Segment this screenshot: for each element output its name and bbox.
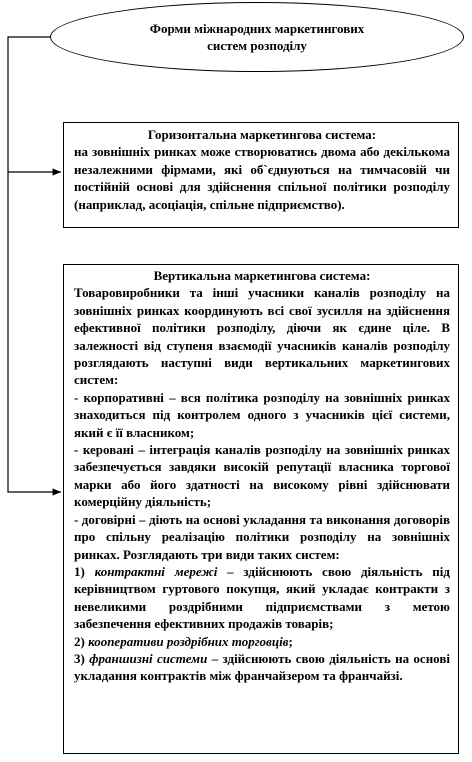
vertical-system-box (63, 264, 459, 754)
subitem-2-term: кооперативи роздрібних торговців (88, 633, 289, 649)
vertical-item-contractual: - договірні – діють на основі укладання та виконання договорів про спільну реалізацію політики розподілу на зовнішніх ринках. Розглядають три види таких систем: (74, 511, 450, 562)
connector-trunk (8, 37, 61, 492)
vertical-intro: Товаровиробники та інші учасники каналів розподілу на зовнішніх ринках координують всі свої зусилля на здійснення ефективної політики розподілу, діючи як єдине ціле. В залежності від ступеня взаємодії учасників каналів розподілу розглядають наступні види вертикальних маркетингових систем: (74, 285, 450, 388)
vertical-heading: Вертикальна маркетингова система: (153, 268, 371, 283)
vertical-subitem-2: 2) кооперативи роздрібних торговців; (74, 633, 293, 649)
title-line2: систем розподілу (207, 38, 307, 53)
vertical-subitem-1: 1) контрактні мережі – здійснюють свою діяльність під керівництвом гуртового покупця, який укладає контракти з невеликими роздрібними підприємствами з метою забезпечення ефективних продажів товарів; (74, 563, 450, 632)
title-line1: Форми міжнародних маркетингових (149, 21, 365, 36)
subitem-3-term: франшизні системи (89, 650, 208, 666)
vertical-item-managed: - керовані – інтеграція каналів розподілу на зовнішніх ринках забезпечується завдяки високій репутації власника торгової марки або його здатності на високому рівні здійснювати комерційну діяльність; (74, 442, 450, 510)
subitem-1-term: контрактні мережі (94, 563, 218, 579)
horizontal-text: на зовнішніх ринках може створюватись двома або декількома незалежними фірмами, які об`єднуються на тимчасовій чи постійній основі для здійснення спільної політики розподілу (наприклад, асоціація, спільне підприємство). (74, 144, 450, 212)
vertical-item-corporate: - корпоративні – вся політика розподілу на зовнішніх ринках знаходиться під контролем одного з учасників цієї системи, який є її власником; (74, 389, 450, 440)
horizontal-heading: Горизонтальна маркетингова система: (147, 127, 377, 142)
horizontal-system-box (63, 122, 459, 228)
title-ellipse (50, 2, 464, 72)
vertical-subitem-3: 3) франшизні системи – здійснюють свою діяльність на основі укладання контрактів між франчайзером та франчайзі. (74, 650, 450, 684)
